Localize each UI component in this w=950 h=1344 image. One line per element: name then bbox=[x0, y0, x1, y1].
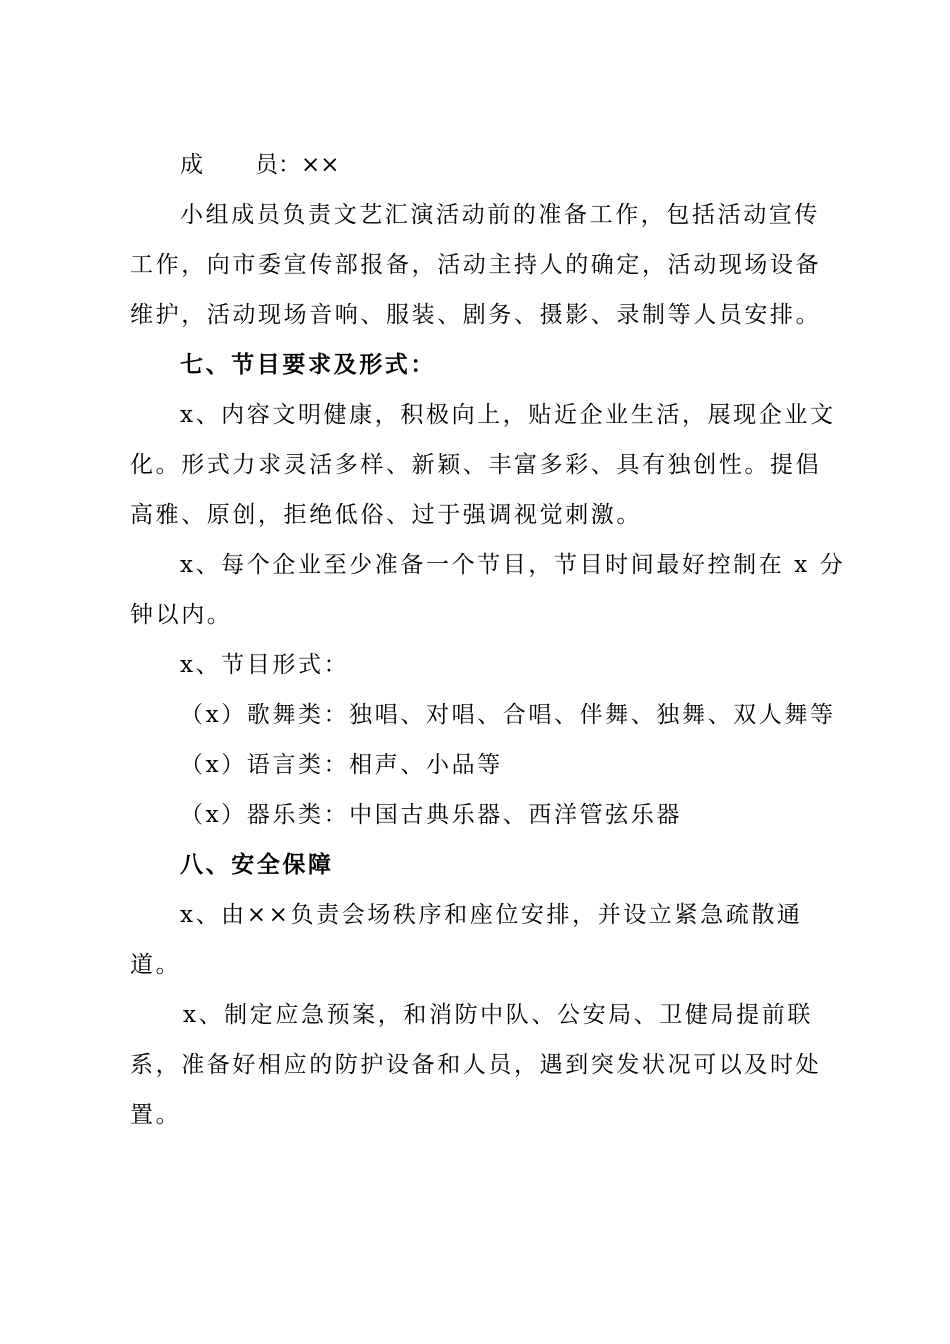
section8-item2-line-3: 置。 bbox=[130, 1102, 182, 1128]
section7-item2-line-1: x、每个企业至少准备一个节目，节目时间最好控制在 x 分 bbox=[180, 552, 846, 578]
member-desc-line-2: 工作，向市委宣传部报备，活动主持人的确定，活动现场设备 bbox=[130, 252, 822, 278]
section7-item3: x、节目形式： bbox=[180, 652, 350, 678]
form-item-song-dance: （x）歌舞类：独唱、对唱、合唱、伴舞、独舞、双人舞等 bbox=[180, 702, 836, 728]
section7-heading: 七、节目要求及形式： bbox=[180, 351, 436, 378]
section7-item1-line-3: 高雅、原创，拒绝低俗、过于强调视觉刺激。 bbox=[130, 502, 642, 528]
section8-item1-line-1: x、由××负责会场秩序和座位安排，并设立紧急疏散通 bbox=[180, 902, 803, 928]
member-desc-line-3: 维护，活动现场音响、服装、剧务、摄影、录制等人员安排。 bbox=[130, 302, 822, 328]
section7-item2-line-2: 钟以内。 bbox=[130, 602, 233, 628]
member-line bbox=[180, 150, 840, 180]
section8-heading: 八、安全保障 bbox=[180, 851, 334, 878]
member-label-a: 成 bbox=[180, 152, 203, 178]
member-value: ×× bbox=[301, 152, 340, 178]
section8-item2-line-2: 系，准备好相应的防护设备和人员，遇到突发状况可以及时处 bbox=[130, 1052, 822, 1078]
member-desc-line-1: 小组成员负责文艺汇演活动前的准备工作，包括活动宣传 bbox=[180, 202, 820, 228]
section7-item1-line-2: 化。形式力求灵活多样、新颖、丰富多彩、具有独创性。提倡 bbox=[130, 452, 822, 478]
section7-item1-line-1: x、内容文明健康，积极向上，贴近企业生活，展现企业文 bbox=[180, 402, 836, 428]
section8-item2-line-1: x、制定应急预案，和消防中队、公安局、卫健局提前联 bbox=[183, 1002, 813, 1028]
section8-item1-line-2: 道。 bbox=[130, 952, 182, 978]
member-label-b: 员： bbox=[255, 152, 301, 178]
form-item-language: （x）语言类：相声、小品等 bbox=[180, 752, 503, 778]
form-item-instrumental: （x）器乐类：中国古典乐器、西洋管弦乐器 bbox=[180, 802, 682, 828]
